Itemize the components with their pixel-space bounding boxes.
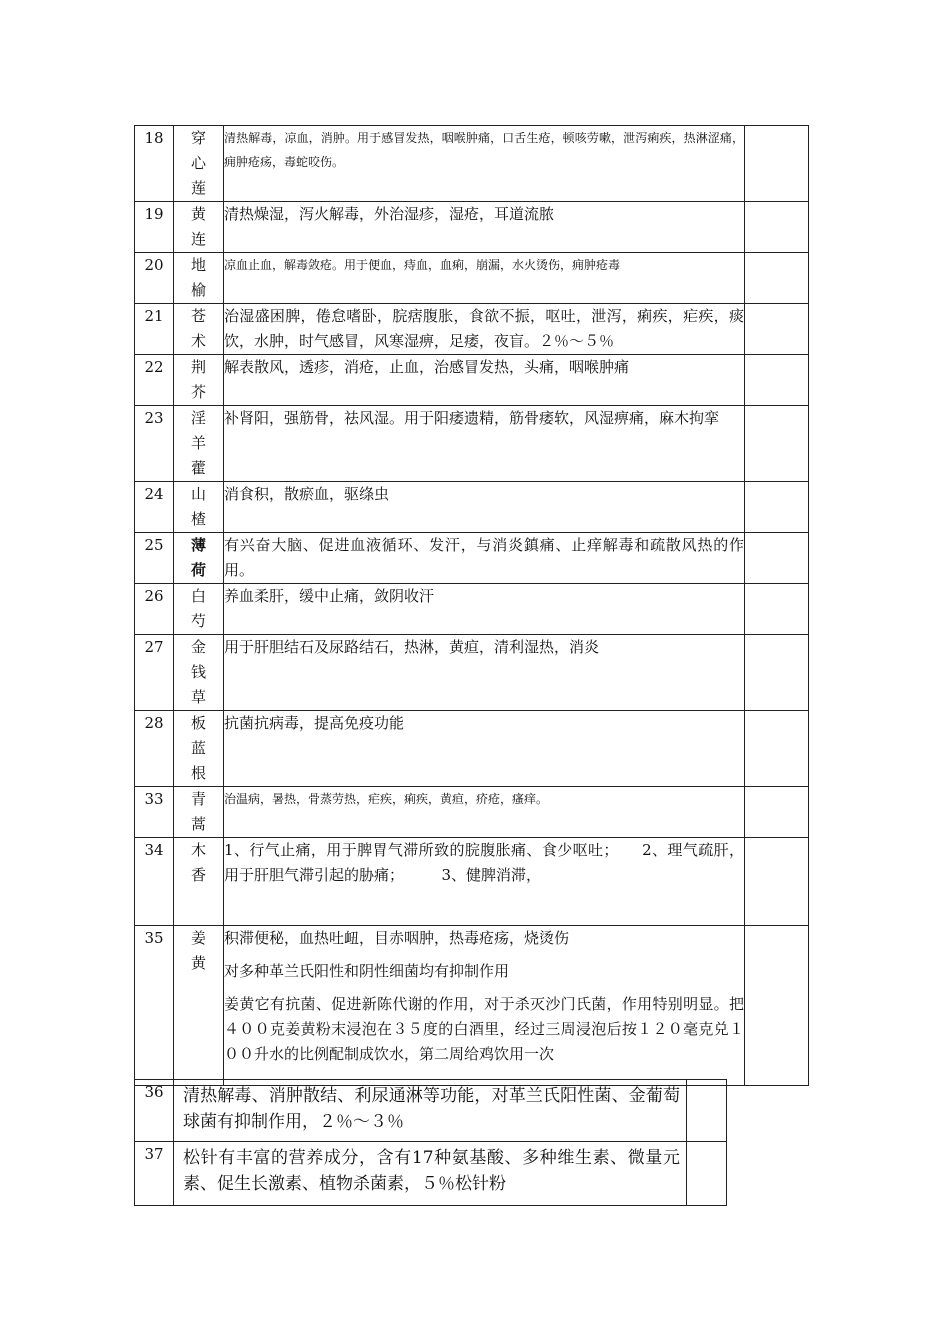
empty-cell (687, 1142, 727, 1206)
empty-cell (745, 126, 809, 202)
empty-cell (745, 926, 809, 1086)
herb-name: 黄连 (174, 202, 224, 253)
herb-description (224, 926, 745, 1086)
herb-name: 荆芥 (174, 355, 224, 406)
herb-table-continued (134, 1079, 727, 1206)
table-row (135, 926, 809, 1086)
herb-description: 解表散风，透疹，消疮，止血，治感冒发热，头痛，咽喉肿痛 (224, 355, 745, 406)
table-row (135, 304, 809, 355)
herb-description: 凉血止血，解毒敛疮。用于便血，痔血，血痢，崩漏，水火烫伤，痈肿疮毒 (224, 253, 745, 304)
table-row (135, 202, 809, 253)
herb-table (134, 125, 809, 1086)
herb-name: 金钱草 (174, 635, 224, 711)
row-number: 19 (135, 202, 174, 253)
table-row (135, 533, 809, 584)
herb-description: 有兴奋大脑、促进血液循环、发汗，与消炎鎮痛、止痒解毒和疏散风热的作用。 (224, 533, 745, 584)
row-number: 26 (135, 584, 174, 635)
herb-name: 穿心莲 (174, 126, 224, 202)
empty-cell (745, 253, 809, 304)
row-number: 20 (135, 253, 174, 304)
herb-name: 山楂 (174, 482, 224, 533)
herb-description: 抗菌抗病毒，提高免疫功能 (224, 711, 745, 787)
row-number: 22 (135, 355, 174, 406)
table-row (135, 482, 809, 533)
description-paragraph: 姜黄它有抗菌、促进新陈代谢的作用，对于杀灭沙门氏菌，作用特别明显。把４００克姜黄粉末浸泡在３５度的白酒里，经过三周浸泡后按１２０毫克兑１００升水的比例配制成饮水，第二周给鸡饮用一次 (224, 995, 744, 1063)
empty-cell (745, 304, 809, 355)
table-row (135, 787, 809, 838)
herb-description: 养血柔肝，缓中止痛，敛阴收汗 (224, 584, 745, 635)
herb-name: 薄荷 (174, 533, 224, 584)
row-number: 23 (135, 406, 174, 482)
row-number: 27 (135, 635, 174, 711)
description-line: 对多种革兰氏阳性和阴性细菌均有抑制作用 (224, 962, 510, 980)
empty-cell (687, 1080, 727, 1142)
herb-description: 清热燥湿，泻火解毒，外治湿疹，湿疮，耳道流脓 (224, 202, 745, 253)
empty-cell (745, 533, 809, 584)
herb-name: 淫羊藿 (174, 406, 224, 482)
table-row (135, 1080, 727, 1142)
empty-cell (745, 838, 809, 926)
row-number: 33 (135, 787, 174, 838)
table-row (135, 584, 809, 635)
herb-description: 清热解毒、消肿散结、利尿通淋等功能，对革兰氏阳性菌、金葡萄球菌有抑制作用，２％～３％ (174, 1080, 687, 1142)
empty-cell (745, 787, 809, 838)
herb-description: 治温病，暑热，骨蒸劳热，疟疾，痢疾，黄疸，疥疮，瘙痒。 (224, 787, 745, 838)
herb-description: 治湿盛困脾，倦怠嗜卧，脘痞腹胀，食欲不振，呕吐，泄泻，痢疾，疟疾，痰饮，水肿，时气感冒，风寒湿痹，足痿，夜盲。２％～５％ (224, 304, 745, 355)
herb-name: 苍术 (174, 304, 224, 355)
row-number: 28 (135, 711, 174, 787)
herb-description: 补肾阳，强筋骨，祛风湿。用于阳痿遗精，筋骨痿软，风湿痹痛，麻木拘挛 (224, 406, 745, 482)
table-row (135, 711, 809, 787)
row-number: 18 (135, 126, 174, 202)
herb-description: 消食积，散瘀血，驱绦虫 (224, 482, 745, 533)
row-number: 34 (135, 838, 174, 926)
empty-cell (745, 711, 809, 787)
herb-name: 白芍 (174, 584, 224, 635)
herb-description: 清热解毒，凉血，消肿。用于感冒发热，咽喉肿痛，口舌生疮，顿咳劳嗽，泄泻痢疾，热淋涩痛，痈肿疮疡，毒蛇咬伤。 (224, 126, 745, 202)
row-number: 36 (135, 1080, 174, 1142)
empty-cell (745, 406, 809, 482)
row-number: 25 (135, 533, 174, 584)
herb-name: 木香 (174, 838, 224, 926)
herb-name: 青蒿 (174, 787, 224, 838)
description-line: 积滞便秘，血热吐衄，目赤咽肿，热毒疮疡，烧烫伤 (224, 929, 570, 947)
herb-description: 松针有丰富的营养成分，含有17种氨基酸、多种维生素、微量元素、促生长激素、植物杀菌素，５％松针粉 (174, 1142, 687, 1206)
table-row (135, 635, 809, 711)
herb-name: 板蓝根 (174, 711, 224, 787)
empty-cell (745, 482, 809, 533)
table-row (135, 1142, 727, 1206)
table-row (135, 838, 809, 926)
row-number: 21 (135, 304, 174, 355)
empty-cell (745, 584, 809, 635)
herb-description: 1、行气止痛，用于脾胃气滞所致的脘腹胀痛、食少呕吐； 2、理气疏肝，用于肝胆气滞引起的胁痛； 3、健脾消滞， (224, 838, 745, 926)
empty-cell (745, 355, 809, 406)
empty-cell (745, 635, 809, 711)
table-row (135, 406, 809, 482)
table-row (135, 253, 809, 304)
herb-description: 用于肝胆结石及尿路结石，热淋，黄疸，清利湿热，消炎 (224, 635, 745, 711)
empty-cell (745, 202, 809, 253)
table-row (135, 355, 809, 406)
herb-name: 姜黄 (174, 926, 224, 1086)
row-number: 24 (135, 482, 174, 533)
row-number: 37 (135, 1142, 174, 1206)
row-number: 35 (135, 926, 174, 1086)
table-row (135, 126, 809, 202)
herb-name: 地榆 (174, 253, 224, 304)
